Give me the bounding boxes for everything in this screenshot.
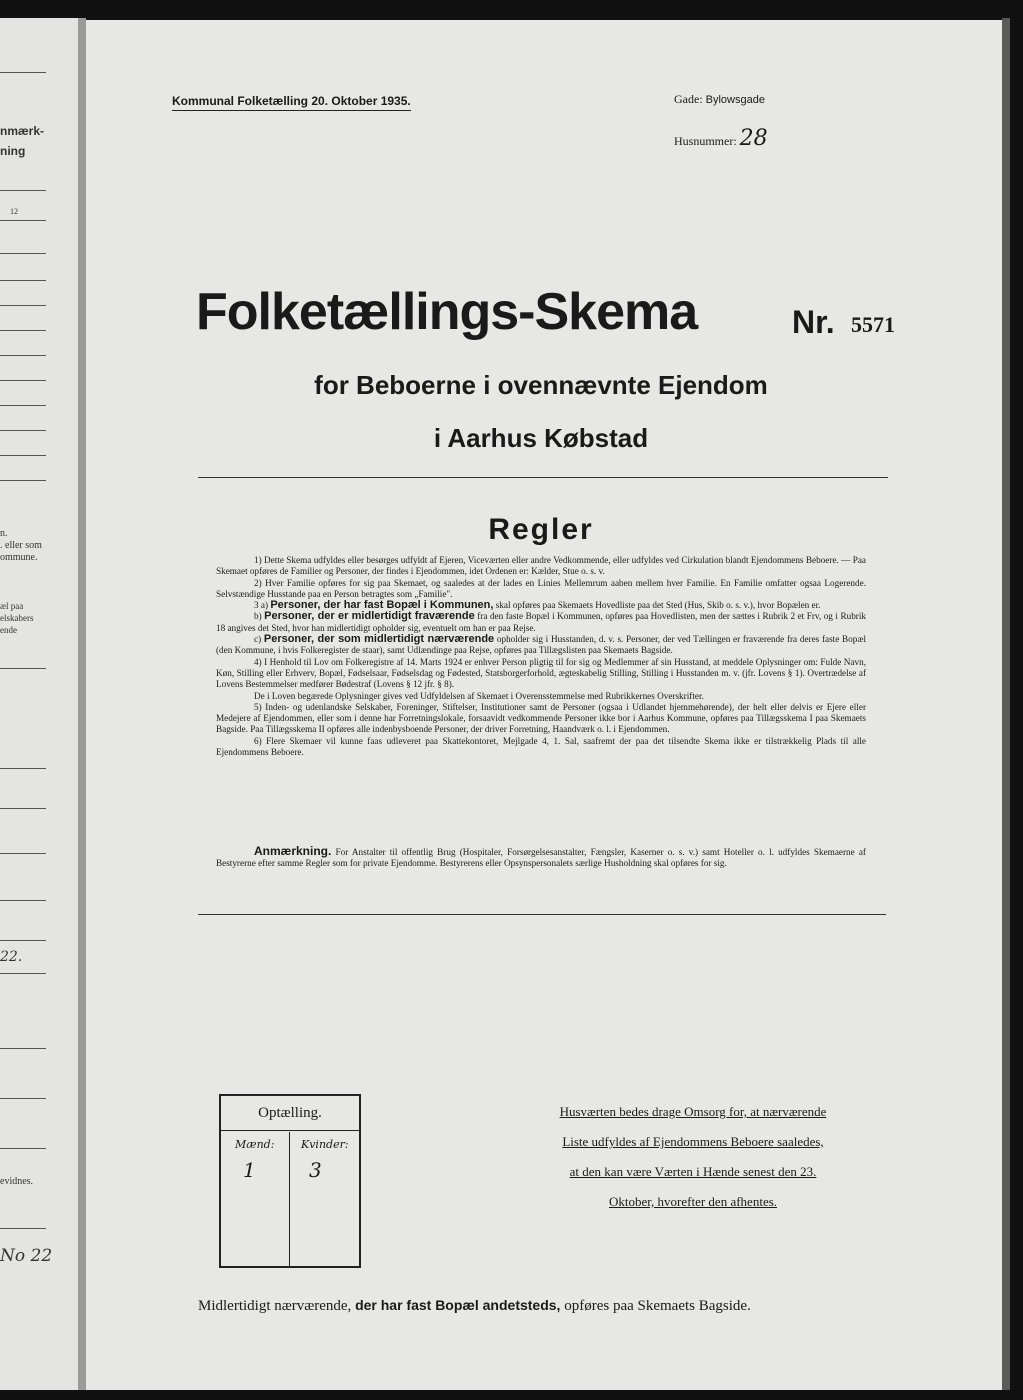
divider: [0, 1148, 46, 1149]
divider: [198, 477, 888, 478]
divider: [0, 1098, 46, 1099]
husnummer-field: [674, 126, 768, 151]
divider: [0, 330, 46, 331]
page-edge: [1002, 18, 1010, 1390]
remark-label: Anmærkning.: [254, 844, 332, 858]
landlord-notice: [518, 1097, 868, 1217]
footer-note: [198, 1297, 898, 1315]
column-number: 12: [10, 207, 18, 216]
left-handwriting: 22.: [0, 949, 23, 965]
notice-line: at den kan være Værten i Hænde senest den 23.: [569, 1164, 817, 1179]
left-text-fragment: æl paa: [0, 601, 24, 611]
left-text-fragment: ende: [0, 625, 17, 635]
left-text-fragment: evidnes.: [0, 1176, 34, 1187]
rule-text: opholder sig i Husstanden, d. v. s. Personer, der ved Tællingen er fraværende fra deres faste Bopæl (den Kommune, i hvis Folkeregister de staar), samt Udlændinge paa Rejse, opføres paa Tillægslisten paa Skemaets Bagside.: [216, 634, 867, 656]
divider: [0, 190, 46, 191]
left-text-fragment: n.: [0, 528, 8, 539]
left-label: nmærk-: [0, 124, 45, 138]
rule-text: fra den faste Bopæl i Kommunen, opføres paa Hovedlisten, men der sættes i Rubrik 2 et Frv, og i Rubrik 18 angives det Sted, hvor han midlertidigt opholder sig, eventuelt om han er paa Rejse.: [216, 611, 866, 633]
form-number-label: Nr.: [792, 304, 835, 340]
divider: [0, 355, 46, 356]
notice-line: Oktober, hvorefter den afhentes.: [608, 1194, 778, 1209]
census-form-page: [86, 20, 1002, 1390]
rule-paragraph: [216, 611, 866, 634]
rule-number: b): [254, 611, 262, 622]
form-number-value: 5571: [851, 312, 895, 337]
divider: [0, 768, 46, 769]
left-text-fragment: elskabers: [0, 613, 34, 623]
rule-emphasis: Personer, der som midlertidigt nærværende: [263, 633, 495, 646]
rule-emphasis: Personer, der har fast Bopæl i Kommunen,: [270, 599, 494, 612]
divider: [0, 900, 46, 901]
left-label: ning: [0, 144, 26, 158]
rule-number: 3 a): [254, 600, 269, 611]
remark-text: For Anstalter til offentlig Brug (Hospitaler, Forsørgelsesanstalter, Fængsler, Kaserner o. s. v.) samt Hoteller o. l. udfyldes Skemaerne af Bestyrerne efter samme Regler som for private Ejendomme. Bestyrerens eller Opsynspersonalets særlige Husholdning skal opføres for sig.: [216, 847, 866, 869]
divider: [0, 280, 46, 281]
rule-paragraph: 6) Flere Skemaer vil kunne faas udleveret paa Skattekontoret, Mejlgade 4, 1. Sal, saafremt der paa det tilsendte Skema ikke er tilstrækkelig Plads til alle Ejendommens Beboere.: [216, 735, 866, 758]
left-text-fragment: . eller som: [0, 540, 42, 551]
left-page-strip: [0, 18, 78, 1390]
footer-text: Midlertidigt nærværende,: [198, 1298, 352, 1314]
gade-field: [674, 92, 765, 107]
rule-text: skal opføres paa Skemaets Hovedliste paa det Sted (Hus, Skib o. s. v.), hvor Bopælen er.: [495, 600, 821, 611]
divider: [0, 480, 46, 481]
rule-paragraph: 1) Dette Skema udfyldes eller besørges udfyldt af Ejeren, Viceværten eller andre Vedkommende, eller udfyldes ved Cirkulation blandt Ejendommens Beboere. — Paa Skemaet opføres de Familier og Personer, der findes i Ejendommen, idet Ordenen er: Kælder, Stue o. s. v.: [216, 555, 866, 577]
notice-line: Liste udfyldes af Ejendommens Beboere saaledes,: [562, 1134, 824, 1149]
count-box-title: Optælling.: [221, 1096, 359, 1131]
remark-paragraph: [216, 846, 866, 870]
women-count: 3: [309, 1158, 322, 1182]
divider: [0, 405, 46, 406]
divider: [0, 72, 46, 73]
form-title: Folketællings-Skema: [196, 283, 698, 341]
men-label: Mænd:: [235, 1138, 275, 1151]
divider: [0, 380, 46, 381]
rules-heading: Regler: [488, 513, 594, 546]
rule-paragraph: 2) Hver Familie opføres for sig paa Skemaet, og saaledes at der lades en Linies Mellemrum aaben mellem hver Familie. En Familie omfatter ogsaa Logerende. Selvstændige Husstande paa en Person betragtes som „Familie".: [216, 577, 866, 599]
rule-paragraph: 4) I Henhold til Lov om Folkeregistre af 14. Marts 1924 er enhver Person pligtig til for sig og Medlemmer af sin Husstand, at meddele Oplysninger om: Fulde Navn, Køn, Stilling eller Erhverv, Bopæl, Fødselsaar, Fødselsdag og Fødested, Statsborgerforhold, ægteskabelig Stilling, Stilling i Husstanden m. v. (jfr. Lovens § 1). Overtrædelse af Lovens Bestemmelser medfører Bødestraf (Lovens § 12 jfr. § 8).: [216, 656, 866, 690]
footer-emphasis: der har fast Bopæl andetsteds,: [355, 1297, 561, 1313]
men-count: 1: [243, 1158, 256, 1182]
divider: [0, 430, 46, 431]
count-box: [219, 1094, 361, 1268]
divider: [0, 455, 46, 456]
form-subtitle: for Beboerne i ovennævnte Ejendom: [314, 370, 768, 400]
gade-value: Bylowsgade: [705, 94, 765, 106]
divider: [0, 1048, 46, 1049]
divider: [0, 668, 46, 669]
rule-paragraph: [216, 634, 866, 657]
husnummer-value: 28: [739, 126, 768, 151]
rule-paragraph: De i Loven begærede Oplysninger gives ved Udfyldelsen af Skemaet i Overensstemmelse med Rubrikkernes Overskrifter.: [254, 690, 704, 701]
divider: [0, 973, 46, 974]
rule-paragraph: 5) Inden- og udenlandske Selskaber, Foreninger, Stiftelser, Institutioner samt de Personer (ogsaa i Udlandet hjemmehørende), der helt eller delvis er Ejere eller Medejere af Ejendommen, eller som i denne har Forretningslokale, forsaavidt vedkommende Personer ikke bor i Aarhus Kommune, opføres paa Tillægsskema I paa Skemaets Bagside. Paa Tillægsskema II opføres alle indenbysboende Personer, der driver Forretning, Haandværk o. l. i Ejendommen.: [216, 701, 866, 735]
count-box-divider: [289, 1132, 290, 1266]
rule-emphasis: Personer, der er midlertidigt fraværende: [264, 610, 475, 623]
divider: [0, 253, 46, 254]
census-header: Kommunal Folketælling 20. Oktober 1935.: [172, 94, 411, 111]
left-handwriting: No 22: [0, 1246, 53, 1266]
book-gutter: [78, 18, 86, 1390]
left-text-fragment: ommune.: [0, 552, 38, 563]
notice-line: Husværten bedes drage Omsorg for, at nærværende: [559, 1104, 827, 1119]
gade-label: Gade:: [674, 92, 703, 106]
divider: [0, 220, 46, 221]
divider: [0, 808, 46, 809]
divider: [198, 914, 886, 915]
divider: [0, 1228, 46, 1229]
footer-text: opføres paa Skemaets Bagside.: [564, 1298, 751, 1314]
divider: [0, 940, 46, 941]
form-subtitle-city: i Aarhus Købstad: [433, 423, 649, 453]
husnummer-label: Husnummer:: [674, 134, 737, 148]
women-label: Kvinder:: [301, 1138, 349, 1151]
rule-number: c): [254, 634, 262, 645]
rules-body: [216, 555, 866, 758]
divider: [0, 305, 46, 306]
remark: [216, 846, 866, 870]
divider: [0, 853, 46, 854]
